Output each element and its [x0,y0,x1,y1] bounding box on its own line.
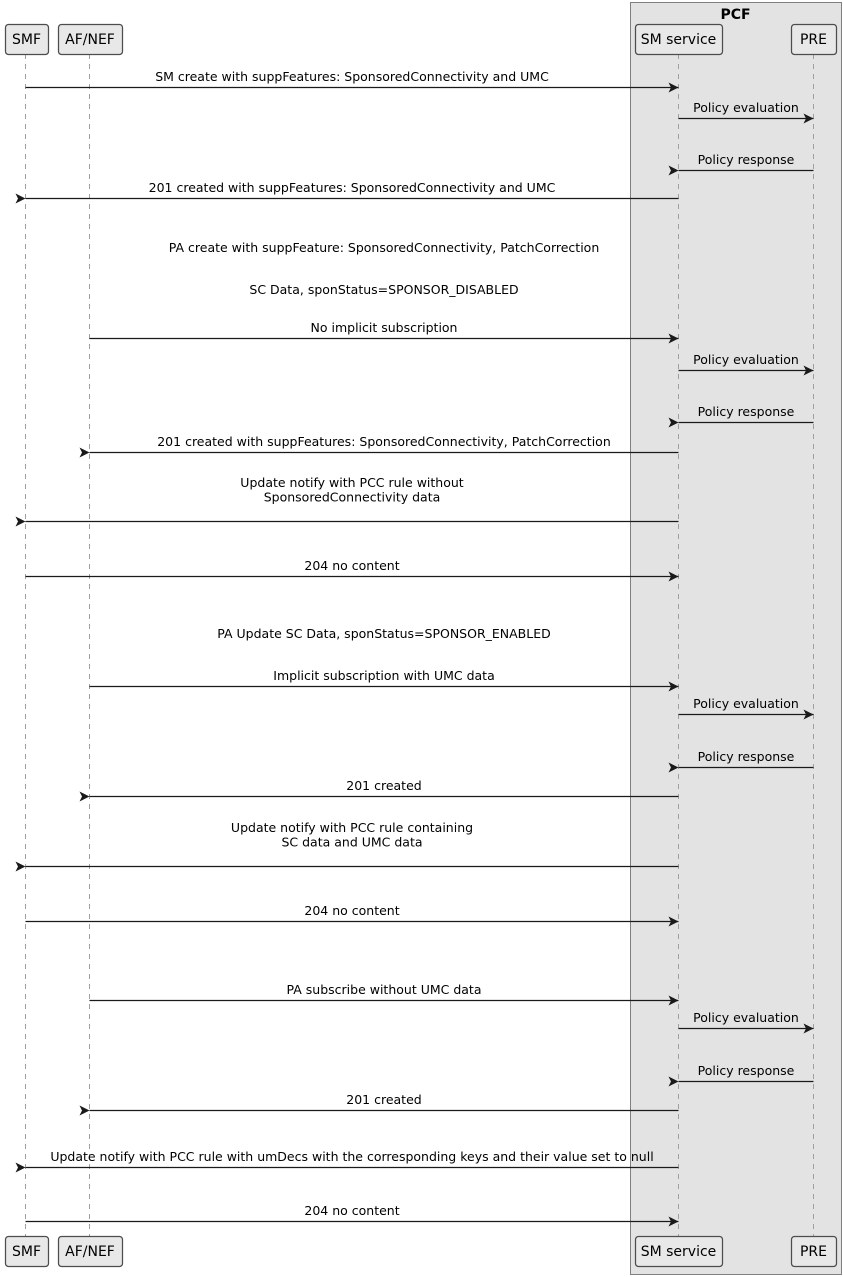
message-label-m9-line1: Update notify with PCC rule without [240,475,464,490]
message-label-m16: 204 no content [304,903,400,918]
message-label-m13: Policy response [697,749,795,764]
group-pcf-group [631,3,842,1275]
participant-label-pre-foot: PRE [799,1244,828,1260]
message-label-m19: Policy response [697,1063,795,1078]
message-label-m20: 201 created [346,1092,422,1107]
message-label-m2: Policy evaluation [693,100,799,115]
participant-smf-foot[interactable] [6,1237,49,1267]
message-label-m11-line1: PA Update SC Data, sponStatus=SPONSOR_ENABLED [217,626,551,641]
message-label-m8: 201 created with suppFeatures: SponsoredConnectivity, PatchCorrection [157,434,611,449]
message-label-m15-line2: SC data and UMC data [281,834,423,850]
message-label-m5-line2: SC Data, sponStatus=SPONSOR_DISABLED [249,282,519,297]
message-label-m10: 204 no content [304,558,400,573]
message-label-m5-line1: PA create with suppFeature: SponsoredConnectivity, PatchCorrection [168,240,600,255]
participant-af-nef-head[interactable] [59,25,123,55]
group-boxes-layer [631,3,842,1275]
participant-label-pre-head: PRE [799,32,828,48]
message-label-m17: PA subscribe without UMC data [286,982,482,997]
message-label-m21: Update notify with PCC rule with umDecs with the corresponding keys and their value set to null [50,1149,654,1164]
message-label-m3: Policy response [697,152,795,167]
participant-label-smf-head: SMF [11,32,42,48]
message-label-m12: Policy evaluation [693,696,799,711]
participant-sm-service-head[interactable] [636,25,723,55]
message-label-m14: 201 created [346,778,422,793]
message-label-m11-line2: Implicit subscription with UMC data [273,668,495,683]
message-label-m22: 204 no content [304,1203,400,1218]
participant-label-smf-foot: SMF [11,1244,42,1260]
participant-sm-service-foot[interactable] [636,1237,723,1267]
participant-af-nef-foot[interactable] [59,1237,123,1267]
participant-smf-head[interactable] [6,25,49,55]
message-label-m1: SM create with suppFeatures: SponsoredConnectivity and UMC [155,69,549,84]
message-label-m15-line1: Update notify with PCC rule containing [230,820,474,835]
message-label-m18: Policy evaluation [693,1010,799,1025]
participant-label-af-nef-head: AF/NEF [65,32,115,48]
message-label-m7: Policy response [697,404,795,419]
participant-pre-foot[interactable] [792,1237,837,1267]
participant-pre-head[interactable] [792,25,837,55]
message-label-m4: 201 created with suppFeatures: SponsoredConnectivity and UMC [148,180,556,195]
participant-label-sm-service-head: SM service [640,32,717,48]
group-box-pcf [631,3,842,1275]
message-label-m6: Policy evaluation [693,352,799,367]
group-label-pcf: PCF [720,7,751,23]
message-label-m9-line2: SponsoredConnectivity data [263,489,441,505]
participant-label-sm-service-foot: SM service [640,1244,717,1260]
message-label-m5-line3: No implicit subscription [310,320,458,335]
participant-label-af-nef-foot: AF/NEF [65,1244,115,1260]
